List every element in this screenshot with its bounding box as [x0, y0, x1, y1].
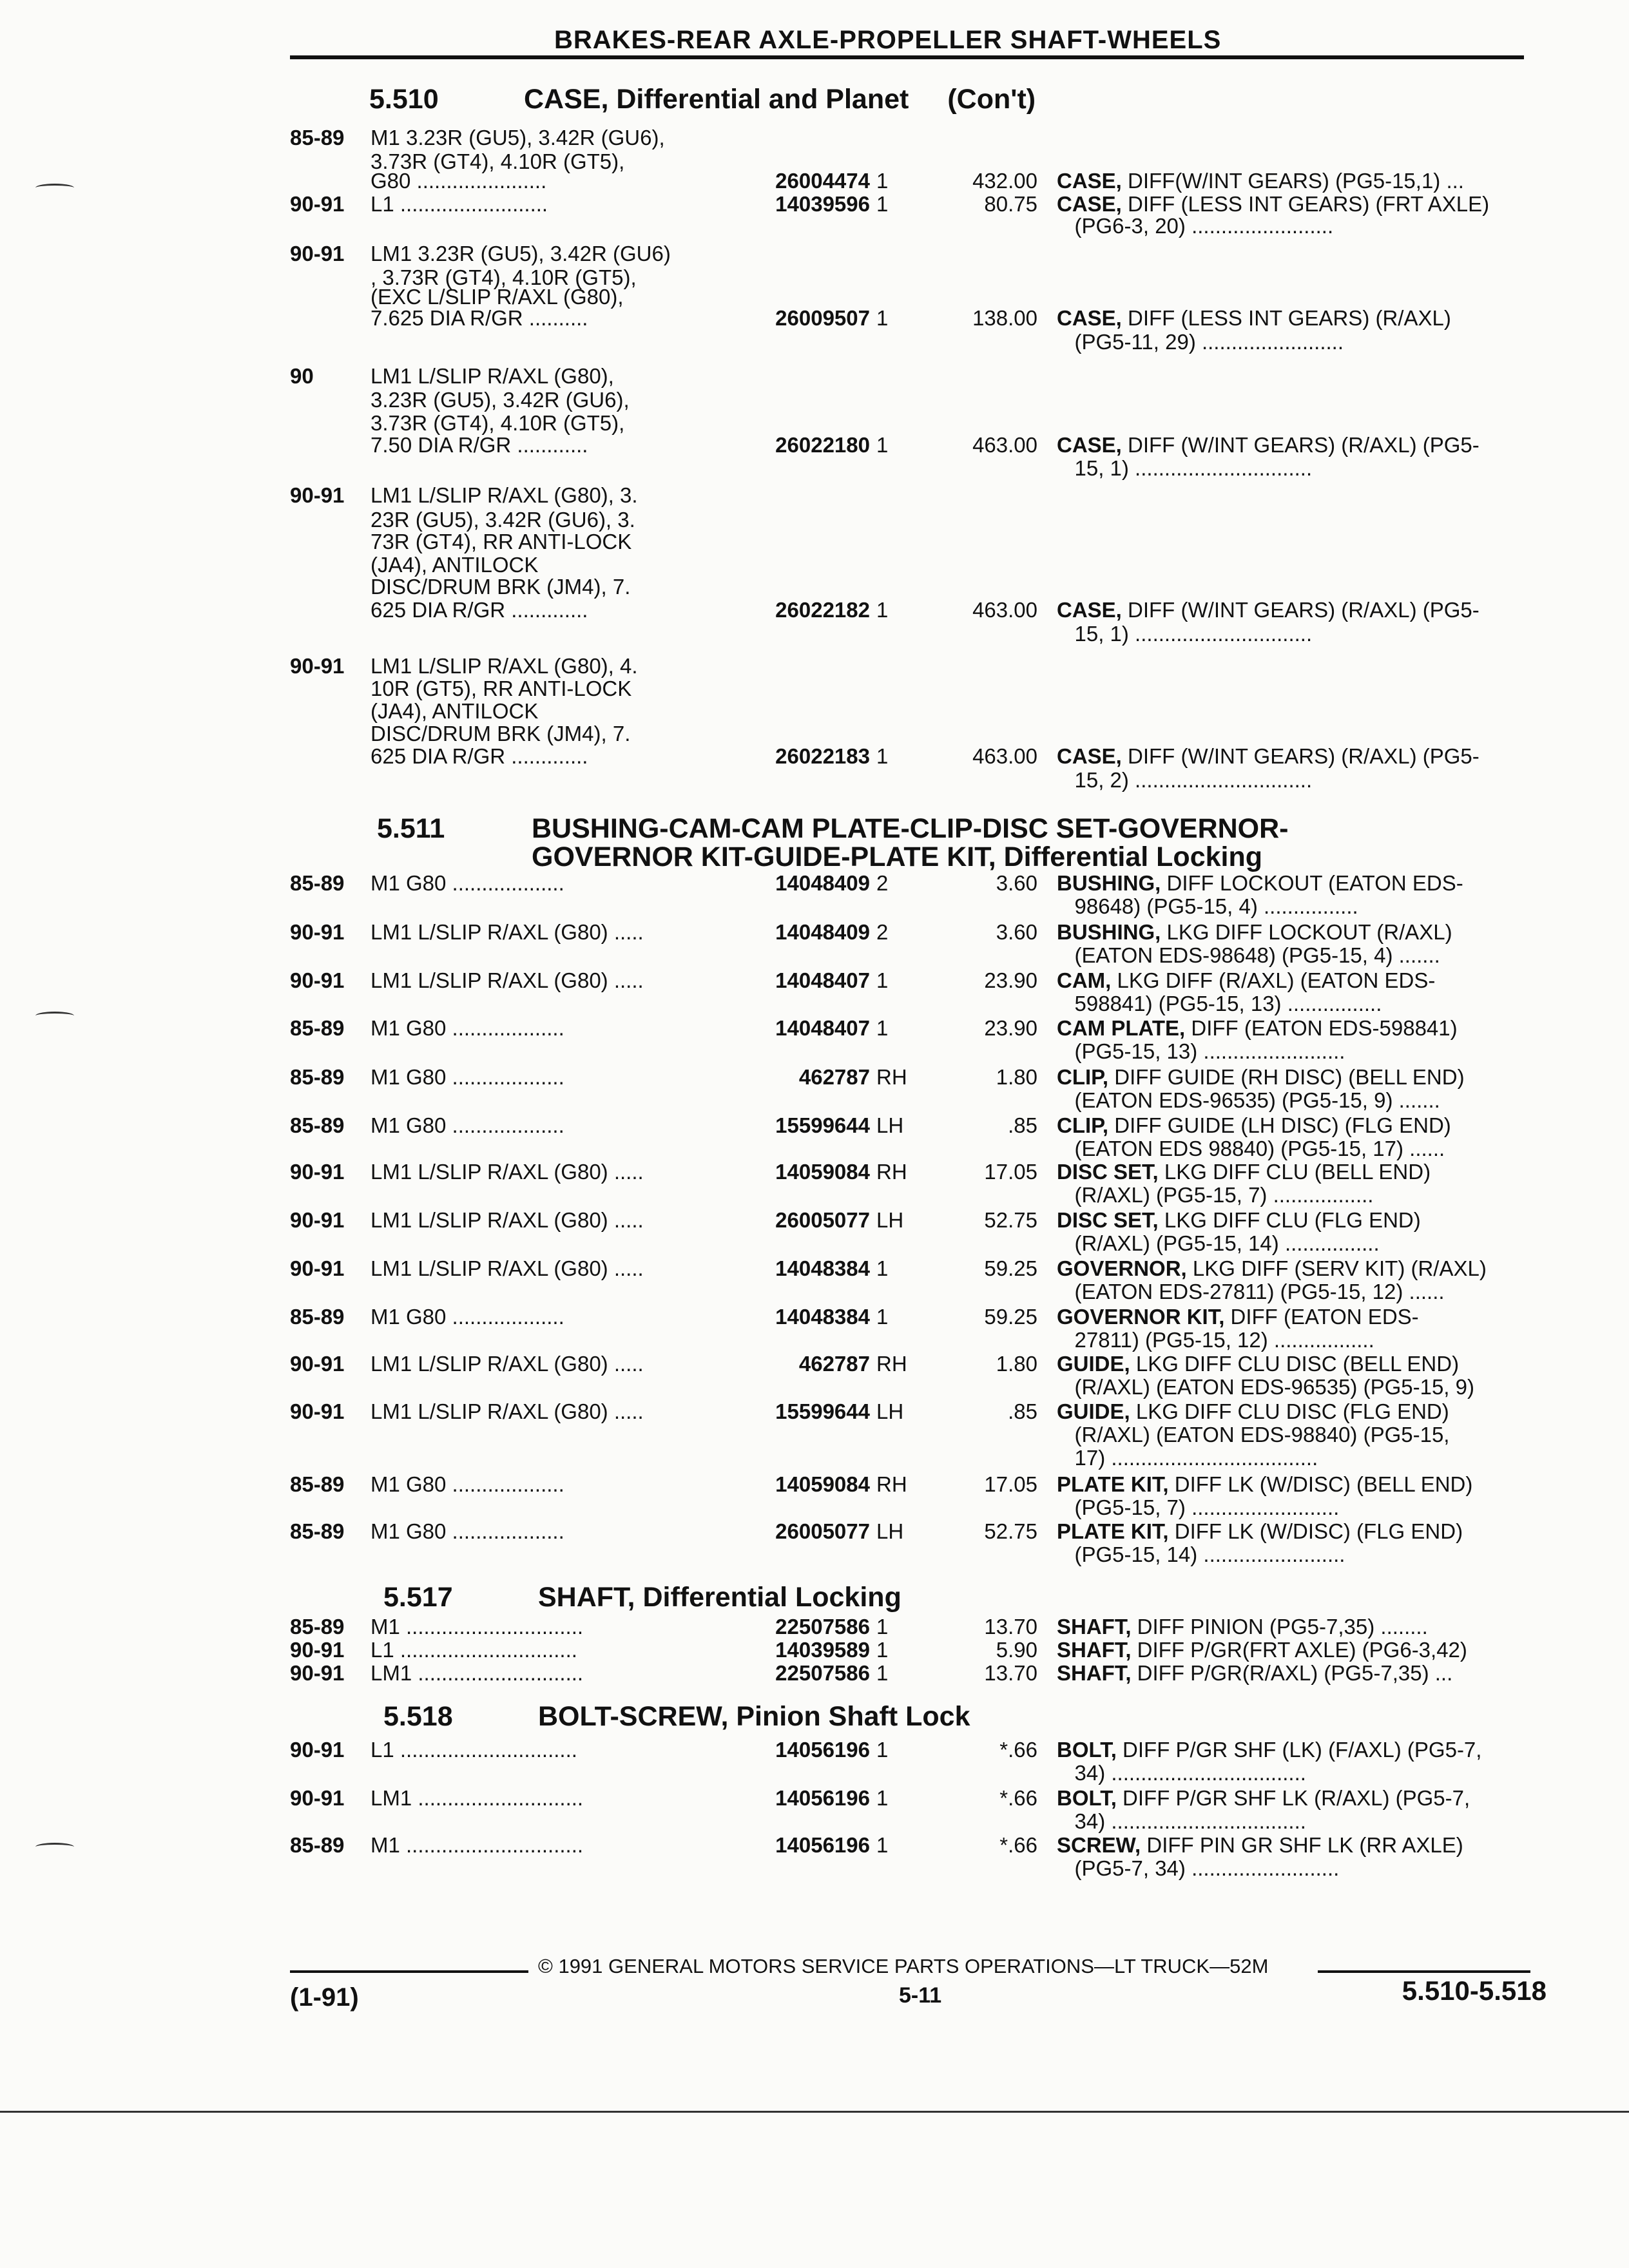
part-detail: DIFF PIN GR SHF LK (RR AXLE)	[1141, 1833, 1463, 1857]
application-description: M1 3.23R (GU5), 3.42R (GU6),	[371, 126, 665, 149]
part-description	[1057, 1016, 1458, 1041]
price: 80.75	[984, 192, 1037, 216]
part-description	[1057, 1738, 1481, 1762]
price: 463.00	[972, 744, 1037, 768]
price: 52.75	[984, 1208, 1037, 1232]
part-number: 14056196	[775, 1738, 870, 1762]
application-description: 7.50 DIA R/GR ............	[371, 433, 588, 457]
part-number: 14048384	[775, 1305, 870, 1329]
part-detail: (PG6-3, 20) ........................	[1057, 214, 1334, 238]
part-number: 14056196	[775, 1833, 870, 1857]
part-number: 15599644	[775, 1113, 870, 1137]
application-description: DISC/DRUM BRK (JM4), 7.	[371, 575, 631, 599]
part-number: 14048407	[775, 1016, 870, 1040]
model-years: 90-91	[290, 654, 345, 678]
application-description: LM1 ............................	[371, 1786, 584, 1810]
part-name: CAM,	[1057, 968, 1112, 992]
part-name: SHAFT,	[1057, 1661, 1132, 1685]
section-title: BUSHING-CAM-CAM PLATE-CLIP-DISC SET-GOVERNOR-	[532, 813, 1289, 844]
application-description: 7.625 DIA R/GR ..........	[371, 306, 588, 330]
section-continued: (Con't)	[947, 84, 1036, 115]
quantity: 2	[876, 871, 889, 895]
section-number: 5.511	[377, 813, 445, 844]
application-description: DISC/DRUM BRK (JM4), 7.	[371, 722, 631, 745]
application-description: LM1 L/SLIP R/AXL (G80) .....	[371, 968, 644, 992]
price: 463.00	[972, 433, 1037, 457]
application-description: 625 DIA R/GR .............	[371, 598, 588, 622]
section-title-continued: GOVERNOR KIT-GUIDE-PLATE KIT, Differential Locking	[532, 841, 1262, 872]
part-detail: DIFF LK (W/DISC) (FLG END)	[1168, 1519, 1463, 1543]
part-detail: 17) ...................................	[1057, 1446, 1318, 1470]
part-row-continuation	[290, 1446, 1534, 1474]
application-description: , 3.73R (GT4), 4.10R (GT5),	[371, 265, 637, 289]
part-detail: 34) .................................	[1057, 1761, 1306, 1785]
part-description	[1057, 306, 1451, 331]
model-years: 85-89	[290, 1519, 345, 1543]
part-description	[1057, 1160, 1431, 1184]
part-detail: (PG5-11, 29) ........................	[1057, 330, 1344, 354]
model-years: 90-91	[290, 1352, 345, 1376]
part-name: CASE,	[1057, 433, 1122, 457]
part-description	[1057, 1472, 1472, 1497]
part-detail: (EATON EDS-98648) (PG5-15, 4) .......	[1057, 943, 1440, 967]
application-description: LM1 L/SLIP R/AXL (G80) .....	[371, 1256, 644, 1280]
part-detail: (PG5-15, 7) .........................	[1057, 1495, 1340, 1519]
application-description: LM1 L/SLIP R/AXL (G80) .....	[371, 1208, 644, 1232]
application-description: 3.73R (GT4), 4.10R (GT5),	[371, 149, 625, 173]
part-row-continuation	[290, 943, 1534, 972]
quantity: RH	[876, 1065, 907, 1089]
part-description	[1057, 1305, 1419, 1329]
part-detail: DIFF GUIDE (RH DISC) (BELL END)	[1108, 1065, 1465, 1089]
part-detail: (R/AXL) (EATON EDS-96535) (PG5-15, 9)	[1057, 1375, 1474, 1399]
application-description: LM1 L/SLIP R/AXL (G80) .....	[371, 920, 644, 944]
part-detail: DIFF GUIDE (LH DISC) (FLG END)	[1108, 1113, 1451, 1137]
quantity: LH	[876, 1113, 904, 1137]
footer-rule-right	[1318, 1970, 1530, 1973]
part-number: 26005077	[775, 1519, 870, 1543]
section-number: 5.510	[369, 84, 439, 115]
header-rule	[290, 55, 1524, 59]
part-name: SHAFT,	[1057, 1615, 1132, 1639]
part-name: CASE,	[1057, 192, 1122, 216]
application-description: 10R (GT5), RR ANTI-LOCK	[371, 677, 632, 700]
part-row	[290, 456, 1534, 485]
section-title: BOLT-SCREW, Pinion Shaft Lock	[538, 1701, 970, 1732]
part-description	[1057, 1833, 1463, 1858]
part-description	[1057, 968, 1435, 993]
part-detail: LKG DIFF CLU DISC (BELL END)	[1130, 1352, 1460, 1376]
price: *.66	[999, 1738, 1037, 1762]
section-heading-5510	[369, 84, 1036, 115]
part-number: 14059084	[775, 1160, 870, 1184]
part-description	[1057, 169, 1464, 193]
quantity: 1	[876, 744, 889, 768]
part-detail: DIFF P/GR(FRT AXLE) (PG6-3,42)	[1131, 1638, 1467, 1662]
application-description: LM1 L/SLIP R/AXL (G80), 4.	[371, 654, 638, 678]
quantity: 1	[876, 1016, 889, 1040]
part-description	[1057, 433, 1480, 457]
quantity: LH	[876, 1519, 904, 1543]
quantity: LH	[876, 1399, 904, 1423]
part-row-continuation	[290, 1088, 1534, 1117]
scan-edge-rule	[0, 2111, 1629, 2113]
part-row-continuation	[290, 1231, 1534, 1260]
part-detail: 34) .................................	[1057, 1809, 1306, 1833]
part-row	[290, 214, 1534, 242]
part-number: 26022183	[775, 744, 870, 768]
application-description: 73R (GT4), RR ANTI-LOCK	[371, 530, 632, 553]
quantity: RH	[876, 1352, 907, 1376]
part-detail: 27811) (PG5-15, 12) .................	[1057, 1328, 1374, 1352]
model-years: 85-89	[290, 1016, 345, 1040]
part-name: GUIDE,	[1057, 1352, 1130, 1376]
quantity: 1	[876, 1638, 889, 1662]
quantity: RH	[876, 1160, 907, 1184]
model-years: 90-91	[290, 1160, 345, 1184]
part-number: 26022180	[775, 433, 870, 457]
part-number: 26004474	[775, 169, 870, 193]
model-years: 90-91	[290, 483, 345, 507]
part-description	[1057, 1208, 1421, 1233]
part-detail: DIFF PINION (PG5-7,35) ........	[1131, 1615, 1428, 1639]
model-years: 85-89	[290, 871, 345, 895]
part-row-continuation	[290, 1183, 1534, 1211]
price: 138.00	[972, 306, 1037, 330]
part-detail: DIFF(W/INT GEARS) (PG5-15,1) ...	[1121, 169, 1464, 193]
part-description	[1057, 744, 1480, 769]
price: 59.25	[984, 1256, 1037, 1280]
part-detail: DIFF LK (W/DISC) (BELL END)	[1168, 1472, 1473, 1496]
application-description: LM1 L/SLIP R/AXL (G80) .....	[371, 1352, 644, 1376]
part-description	[1057, 1786, 1470, 1811]
part-name: BUSHING,	[1057, 871, 1161, 895]
footer-copyright: © 1991 GENERAL MOTORS SERVICE PARTS OPERATIONS—LT TRUCK—52M	[538, 1955, 1269, 1977]
part-row	[290, 330, 1534, 358]
part-detail: (EATON EDS 98840) (PG5-15, 17) ......	[1057, 1137, 1445, 1160]
part-number: 26009507	[775, 306, 870, 330]
part-detail: DIFF (LESS INT GEARS) (R/AXL)	[1121, 306, 1451, 330]
part-number: 15599644	[775, 1399, 870, 1423]
application-description: LM1 L/SLIP R/AXL (G80) .....	[371, 1160, 644, 1184]
application-description: M1 G80 ...................	[371, 1113, 564, 1137]
model-years: 85-89	[290, 1065, 345, 1089]
quantity: 1	[876, 1256, 889, 1280]
part-description	[1057, 871, 1463, 896]
part-description	[1057, 1113, 1451, 1138]
part-name: CLIP,	[1057, 1113, 1109, 1137]
part-detail: DIFF (EATON EDS-	[1224, 1305, 1419, 1329]
part-row	[290, 1661, 1534, 1689]
application-description: LM1 L/SLIP R/AXL (G80),	[371, 364, 614, 388]
model-years: 90-91	[290, 1208, 345, 1232]
model-years: 85-89	[290, 1472, 345, 1496]
quantity: 1	[876, 1833, 889, 1857]
part-detail: DIFF (W/INT GEARS) (R/AXL) (PG5-	[1121, 433, 1480, 457]
binding-hole-mark	[35, 1012, 74, 1020]
part-name: CLIP,	[1057, 1065, 1109, 1089]
part-description	[1057, 920, 1452, 945]
section-title: CASE, Differential and Planet	[524, 84, 909, 115]
part-detail: (R/AXL) (EATON EDS-98840) (PG5-15,	[1057, 1423, 1450, 1446]
part-name: CASE,	[1057, 306, 1122, 330]
application-description: (JA4), ANTILOCK	[371, 699, 539, 723]
binding-hole-mark	[35, 184, 74, 192]
part-name: SHAFT,	[1057, 1638, 1132, 1662]
part-description	[1057, 1615, 1428, 1639]
application-description: 23R (GU5), 3.42R (GU6), 3.	[371, 508, 635, 532]
part-detail: LKG DIFF LOCKOUT (R/AXL)	[1161, 920, 1452, 944]
model-years: 90-91	[290, 968, 345, 992]
quantity: 1	[876, 1305, 889, 1329]
application-description: L1 ..............................	[371, 1638, 577, 1662]
price: *.66	[999, 1786, 1037, 1810]
section-heading-5517	[383, 1582, 901, 1613]
quantity: RH	[876, 1472, 907, 1496]
part-row-continuation	[290, 1280, 1534, 1308]
part-name: BOLT,	[1057, 1786, 1117, 1810]
part-description	[1057, 598, 1480, 622]
price: 23.90	[984, 1016, 1037, 1040]
part-row-continuation	[290, 1542, 1534, 1571]
part-detail: LKG DIFF (R/AXL) (EATON EDS-	[1111, 968, 1436, 992]
quantity: 1	[876, 598, 889, 622]
part-detail: DIFF P/GR(R/AXL) (PG5-7,35) ...	[1131, 1661, 1453, 1685]
part-description	[1057, 622, 1312, 646]
part-row-continuation	[290, 894, 1534, 923]
section-number: 5.518	[383, 1701, 453, 1732]
model-years: 90-91	[290, 920, 345, 944]
part-description	[1057, 768, 1312, 793]
model-years: 90	[290, 364, 314, 388]
part-detail: LKG DIFF (SERV KIT) (R/AXL)	[1186, 1256, 1487, 1280]
part-name: GOVERNOR,	[1057, 1256, 1187, 1280]
application-description: M1 G80 ...................	[371, 1519, 564, 1543]
binding-hole-mark	[35, 1843, 74, 1851]
application-description: M1 G80 ...................	[371, 1472, 564, 1496]
price: .85	[1008, 1399, 1037, 1423]
part-description	[1057, 1352, 1459, 1376]
part-description	[1057, 456, 1312, 481]
model-years: 90-91	[290, 1786, 345, 1810]
part-detail: 15, 1) ..............................	[1057, 622, 1313, 646]
part-detail: (R/AXL) (PG5-15, 7) .................	[1057, 1183, 1374, 1207]
part-detail: 15, 1) ..............................	[1057, 456, 1313, 480]
part-name: PLATE KIT,	[1057, 1472, 1169, 1496]
part-detail: (EATON EDS-27811) (PG5-15, 12) ......	[1057, 1280, 1445, 1303]
part-name: CASE,	[1057, 169, 1122, 193]
part-number: 14039589	[775, 1638, 870, 1662]
part-detail: LKG DIFF CLU DISC (FLG END)	[1130, 1399, 1449, 1423]
part-description	[1057, 1519, 1463, 1544]
application-description: M1 ..............................	[371, 1615, 584, 1639]
application-description: M1 G80 ...................	[371, 1065, 564, 1089]
price: *.66	[999, 1833, 1037, 1857]
price: 3.60	[996, 871, 1037, 895]
part-row-continuation	[290, 1039, 1534, 1068]
footer-page-number: 5-11	[899, 1983, 942, 2008]
price: .85	[1008, 1113, 1037, 1137]
part-number: 22507586	[775, 1615, 870, 1639]
price: 23.90	[984, 968, 1037, 992]
price: 13.70	[984, 1661, 1037, 1685]
quantity: 1	[876, 169, 889, 193]
footer-rule-left	[290, 1970, 528, 1973]
part-name: BUSHING,	[1057, 920, 1161, 944]
application-description: M1 G80 ...................	[371, 1305, 564, 1329]
model-years: 90-91	[290, 1738, 345, 1762]
price: 1.80	[996, 1065, 1037, 1089]
model-years: 85-89	[290, 1305, 345, 1329]
application-description: LM1 L/SLIP R/AXL (G80) .....	[371, 1399, 644, 1423]
part-name: SCREW,	[1057, 1833, 1141, 1857]
page-header-title: BRAKES-REAR AXLE-PROPELLER SHAFT-WHEELS	[554, 26, 1222, 54]
quantity: 1	[876, 306, 889, 330]
part-detail: LKG DIFF CLU (FLG END)	[1158, 1208, 1421, 1232]
part-row-continuation	[290, 1856, 1534, 1885]
part-row	[290, 622, 1534, 650]
part-row-continuation	[290, 1761, 1534, 1789]
application-description: LM1 3.23R (GU5), 3.42R (GU6)	[371, 242, 671, 265]
price: 5.90	[996, 1638, 1037, 1662]
part-detail: (PG5-15, 13) ........................	[1057, 1039, 1345, 1063]
model-years: 85-89	[290, 1615, 345, 1639]
application-description: LM1 L/SLIP R/AXL (G80), 3.	[371, 483, 638, 507]
part-detail: (PG5-7, 34) .........................	[1057, 1856, 1340, 1880]
price: 3.60	[996, 920, 1037, 944]
part-description	[1057, 192, 1489, 216]
part-number: 14048407	[775, 968, 870, 992]
part-name: DISC SET,	[1057, 1208, 1159, 1232]
price: 52.75	[984, 1519, 1037, 1543]
quantity: 1	[876, 1786, 889, 1810]
application-description: M1 G80 ...................	[371, 1016, 564, 1040]
part-detail: 598841) (PG5-15, 13) ................	[1057, 992, 1382, 1015]
section-heading-5518	[383, 1701, 970, 1733]
part-number: 14048384	[775, 1256, 870, 1280]
footer-date: (1-91)	[290, 1983, 359, 2012]
part-detail: (R/AXL) (PG5-15, 14) ................	[1057, 1231, 1380, 1255]
part-number: 26022182	[775, 598, 870, 622]
quantity: LH	[876, 1208, 904, 1232]
price: 432.00	[972, 169, 1037, 193]
footer-section-range: 5.510-5.518	[1402, 1975, 1547, 2006]
model-years: 85-89	[290, 1833, 345, 1857]
part-name: GUIDE,	[1057, 1399, 1130, 1423]
application-description: L1 .........................	[371, 192, 548, 216]
application-description: 3.73R (GT4), 4.10R (GT5),	[371, 411, 625, 435]
part-detail: DIFF P/GR SHF (LK) (F/AXL) (PG5-7,	[1116, 1738, 1482, 1762]
price: 463.00	[972, 598, 1037, 622]
quantity: 1	[876, 968, 889, 992]
quantity: 1	[876, 1738, 889, 1762]
part-name: GOVERNOR KIT,	[1057, 1305, 1225, 1329]
part-name: CASE,	[1057, 744, 1122, 768]
part-description	[1057, 1256, 1487, 1281]
quantity: 2	[876, 920, 889, 944]
part-detail: (EATON EDS-96535) (PG5-15, 9) .......	[1057, 1088, 1440, 1112]
part-detail: DIFF (EATON EDS-598841)	[1185, 1016, 1458, 1040]
price: 13.70	[984, 1615, 1037, 1639]
application-description: M1 G80 ...................	[371, 871, 564, 895]
application-description: (JA4), ANTILOCK	[371, 553, 539, 577]
quantity: 1	[876, 192, 889, 216]
quantity: 1	[876, 1615, 889, 1639]
model-years: 90-91	[290, 1638, 345, 1662]
part-detail: DIFF P/GR SHF LK (R/AXL) (PG5-7,	[1116, 1786, 1470, 1810]
section-heading-5511	[377, 813, 1289, 872]
model-years: 90-91	[290, 1399, 345, 1423]
part-detail: DIFF (W/INT GEARS) (R/AXL) (PG5-	[1121, 598, 1480, 622]
price: 17.05	[984, 1160, 1037, 1184]
part-description	[1057, 1638, 1467, 1662]
part-detail: DIFF (LESS INT GEARS) (FRT AXLE)	[1121, 192, 1490, 216]
model-years: 85-89	[290, 126, 345, 149]
application-description: M1 ..............................	[371, 1833, 584, 1857]
model-years: 90-91	[290, 1256, 345, 1280]
application-description: (EXC L/SLIP R/AXL (G80),	[371, 285, 624, 309]
application-description: L1 ..............................	[371, 1738, 577, 1762]
quantity: 1	[876, 1661, 889, 1685]
part-description	[1057, 1065, 1465, 1090]
application-description: 3.23R (GU5), 3.42R (GU6),	[371, 388, 630, 412]
part-detail: (PG5-15, 14) ........................	[1057, 1542, 1345, 1566]
part-number: 26005077	[775, 1208, 870, 1232]
part-description	[1057, 1399, 1449, 1424]
part-description	[1057, 214, 1333, 238]
model-years: 85-89	[290, 1113, 345, 1137]
part-description	[1057, 1661, 1452, 1686]
part-number: 14048409	[775, 871, 870, 895]
part-name: CASE,	[1057, 598, 1122, 622]
model-years: 90-91	[290, 242, 345, 265]
price: 59.25	[984, 1305, 1037, 1329]
price: 1.80	[996, 1352, 1037, 1376]
part-number: 14059084	[775, 1472, 870, 1496]
price: 17.05	[984, 1472, 1037, 1496]
part-number: 462787	[798, 1065, 870, 1089]
application-description: 625 DIA R/GR .............	[371, 744, 588, 768]
part-number: 14048409	[775, 920, 870, 944]
section-title: SHAFT, Differential Locking	[538, 1582, 901, 1613]
part-number: 462787	[798, 1352, 870, 1376]
part-description	[1057, 330, 1344, 354]
model-years: 90-91	[290, 192, 345, 216]
application-description: LM1 ............................	[371, 1661, 584, 1685]
part-number: 22507586	[775, 1661, 870, 1685]
part-row	[290, 768, 1534, 796]
part-detail: DIFF (W/INT GEARS) (R/AXL) (PG5-	[1121, 744, 1480, 768]
part-name: BOLT,	[1057, 1738, 1117, 1762]
part-name: PLATE KIT,	[1057, 1519, 1169, 1543]
part-detail: LKG DIFF CLU (BELL END)	[1158, 1160, 1431, 1184]
part-number: 14056196	[775, 1786, 870, 1810]
application-description: G80 ......................	[371, 169, 547, 193]
part-detail: 98648) (PG5-15, 4) ................	[1057, 894, 1358, 918]
quantity: 1	[876, 433, 889, 457]
section-number: 5.517	[383, 1582, 453, 1613]
part-name: CAM PLATE,	[1057, 1016, 1186, 1040]
part-detail: 15, 2) ..............................	[1057, 768, 1313, 792]
part-detail: DIFF LOCKOUT (EATON EDS-	[1161, 871, 1463, 895]
part-number: 14039596	[775, 192, 870, 216]
part-name: DISC SET,	[1057, 1160, 1159, 1184]
model-years: 90-91	[290, 1661, 345, 1685]
